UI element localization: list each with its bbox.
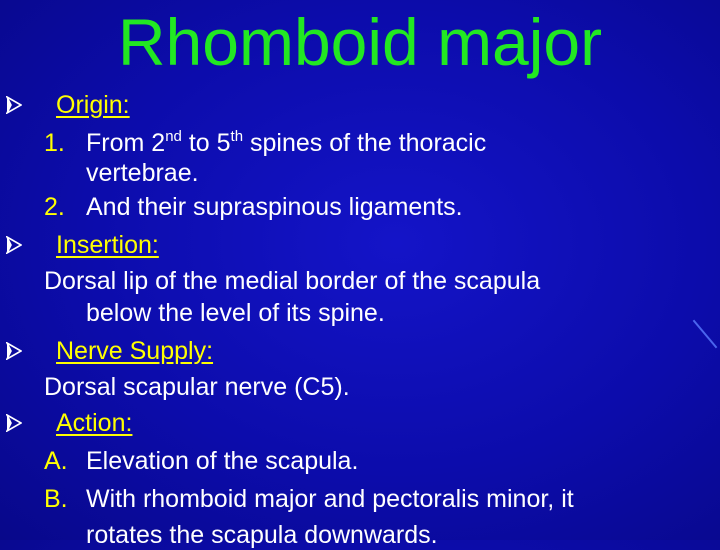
action-item-a: A. Elevation of the scapula. <box>44 447 359 475</box>
origin-item-2: 2. And their supraspinous ligaments. <box>44 193 463 221</box>
action-item-b-continuation: rotates the scapula downwards. <box>86 521 438 549</box>
insertion-heading: Insertion: <box>56 231 159 259</box>
arrow-bullet-icon <box>6 230 24 252</box>
nerve-supply-heading: Nerve Supply: <box>56 337 214 365</box>
origin-heading: Origin: <box>56 91 130 119</box>
slide-title: Rhomboid major <box>117 5 603 79</box>
arrow-bullet-icon <box>6 90 24 112</box>
insertion-text: Dorsal lip of the medial border of the scapula <box>44 267 541 295</box>
origin-item-1-continuation: vertebrae. <box>86 159 199 187</box>
insertion-text-continuation: below the level of its spine. <box>86 299 385 327</box>
action-heading: Action: <box>56 409 133 437</box>
decorative-line <box>693 320 718 349</box>
arrow-bullet-icon <box>6 336 24 358</box>
nerve-supply-text: Dorsal scapular nerve (C5). <box>44 373 350 401</box>
origin-item-1: 1. From 2nd to 5th spines of the thoracic <box>44 128 487 157</box>
action-item-b: B. With rhomboid major and pectoralis minor, it <box>44 485 574 513</box>
arrow-bullet-icon <box>6 408 24 430</box>
